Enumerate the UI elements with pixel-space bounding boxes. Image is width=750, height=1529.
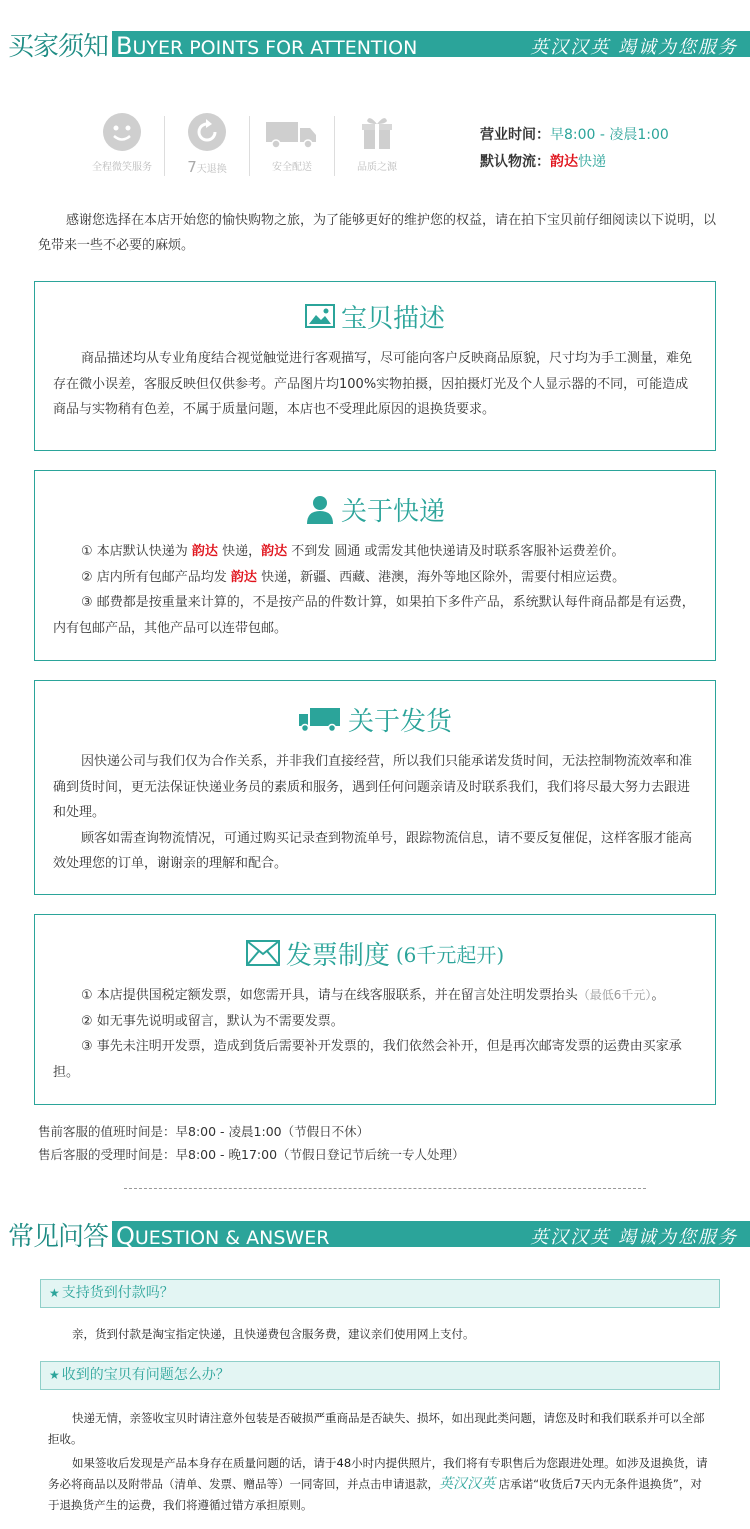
section-body: 顾客如需查询物流情况，可通过购买记录查到物流单号，跟踪物流信息，请不要反复催促，这样客服才能高效处理您的订单，谢谢亲的理解和配合。 [53,830,693,871]
refresh-icon [187,112,227,152]
header-title-cn: 常见问答 [8,1222,109,1252]
text: 店承诺“收货后7天内无条件退换货”，对于退换货产生的运费，我们将遵循过错方承担原则。 [48,1477,702,1512]
feature-caption: 安全配送 [272,162,312,173]
section-title-text: 关于快递 [340,496,445,527]
feature-caption [187,158,227,176]
faq-question [40,1279,720,1308]
presale-hours: 售前客服的值班时间是：早8:00 - 凌晨1:00（节假日不休） [38,1124,370,1139]
smile-icon [102,112,142,152]
text: ① 本店提供国税定额发票，如您需开具，请与在线客服联系，并在留言处注明发票抬头 [81,988,578,1003]
business-hours-label: 营业时间： [480,127,550,143]
logistics-label: 默认物流： [480,154,550,170]
section-title [53,689,697,749]
header-slogan: 英汉汉英 竭诚为您服务 [530,1227,738,1248]
brand-highlight: 韵达 [261,544,288,559]
customer-service-hours [38,1120,465,1166]
header-title-en-initial: Q [116,1222,135,1250]
service-features [80,112,440,182]
faq-answer-text: 亲，货到付款是淘宝指定快递，且快递费包含服务费，建议亲们使用网上支付。 [72,1327,475,1341]
brand-highlight: 韵达 [230,569,257,585]
section-title [53,479,697,539]
faq-answer-text: 快递无情，亲签收宝贝时请注意外包装是否破损严重商品是否缺失、损坏，如出现此类问题，请您及时和我们联系并可以全部拒收。 [48,1411,705,1446]
invoice-line-1 [53,983,697,1009]
default-logistics [480,149,669,176]
faq-answer-text [48,1453,708,1516]
aftersale-hours: 售后客服的受理时间是：早8:00 - 晚17:00（节假日登记节后统一专人处理） [38,1147,465,1162]
dashed-divider [124,1188,646,1189]
header-slogan: 英汉汉英 竭诚为您服务 [530,37,738,58]
text: 快递，新疆、西藏、港澳，海外等地区除外，需要付相应运费。 [256,569,626,585]
section-title [53,923,697,983]
section-invoice-policy [34,914,716,1105]
text: ② 店内所有包邮产品均发 [81,569,231,585]
gift-icon [357,112,397,152]
feature-gift [335,112,419,182]
express-line-2 [53,565,697,591]
brand-highlight: 韵达 [191,544,218,559]
intro-text: 感谢您选择在本店开始您的愉快购物之旅，为了能够更好的维护您的权益，请在拍下宝贝前仔细阅读以下说明，以免带来一些不必要的麻烦。 [38,213,717,253]
faq-question-text: 收到的宝贝有问题怎么办？ [61,1367,230,1383]
business-info [480,122,669,176]
header-title-en-rest: UESTION & ANSWER [134,1227,330,1249]
feature-caption: 全程微笑服务 [92,162,152,173]
header-title-en-rest: UYER POINTS FOR ATTENTION [132,37,418,59]
section-title-text: 宝贝描述 [340,303,445,334]
section-title [53,286,697,346]
logistics-value: 快递 [578,154,606,170]
section-about-shipping [34,680,716,895]
text: 。 [651,988,665,1003]
section-title-text: 关于发货 [347,706,452,737]
section-about-express [34,470,716,661]
header-title-en [116,32,417,60]
business-hours [480,122,669,149]
faq-question-text: 支持货到付款吗？ [61,1285,174,1301]
faq-answer [48,1408,708,1516]
section-product-description [34,281,716,451]
image-icon [305,304,335,328]
invoice-line-2: ② 如无事先说明或留言，默认为不需要发票。 [81,1013,344,1029]
truck-icon [264,112,320,152]
text: 快递， [217,544,262,559]
feature-refresh [165,112,249,182]
section-title-text: 发票制度 [285,940,390,971]
faq-question [40,1361,720,1390]
header-title-cn: 买家须知 [8,32,109,62]
section-body: 因快递公司与我们仅为合作关系，并非我们直接经营，所以我们只能承诺发货时间，无法控制物流效率和准确到货时间，更无法保证快递业务员的素质和服务，遇到任何问题亲请及时联系我们，我们将尽最大努力去跟进和处理。 [53,754,693,820]
logistics-brand: 韵达 [550,154,578,170]
text: 不到发 圆通 或需发其他快递请及时联系客服补运费差价。 [287,544,625,559]
feature-caption: 品质之源 [357,162,397,173]
header-title-en [116,1222,329,1250]
envelope-icon [246,940,280,966]
qa-header [0,1212,750,1256]
truck-icon [298,705,342,733]
feature-caption-text: 天退换 [196,164,227,175]
star-icon: ★ [49,1368,60,1382]
text: ① 本店默认快递为 [81,544,192,559]
feature-smile [80,112,164,182]
buyer-notice-header [0,22,750,66]
invoice-line-3: ③ 事先未注明开发票，造成到货后需要补开发票的，我们依然会补开，但是再次邮寄发票的运费由买家承担。 [53,1039,682,1080]
header-title-en-initial: B [116,32,133,60]
express-line-3: ③ 邮费都是按重量来计算的，不是按产品的件数计算，如果拍下多件产品，系统默认每件商品都是有运费，内有包邮产品，其他产品可以连带包邮。 [53,595,695,636]
user-icon [305,494,335,524]
business-hours-value: 早8:00 - 凌晨1:00 [550,127,669,143]
text: 如果签收后发现是产品本身存在质量问题的话，请于48小时内提供照片，我们将有专职售后为您跟进处理。如涉及退换货，请务必将商品以及附带品（清单、发票、赠品等）一同寄回，并点击申请退款， [48,1456,708,1491]
faq-answer [48,1324,708,1345]
brand-name: 英汉汉英 [439,1476,495,1492]
feature-caption-number: 7 [187,158,197,176]
star-icon: ★ [49,1286,60,1300]
express-line-1 [53,539,697,565]
section-body: 商品描述均从专业角度结合视觉触觉进行客观描写，尽可能向客户反映商品原貌，尺寸均为手工测量，难免存在微小误差，客服反映但仅供参考。产品图片均100%实物拍摄，因拍摄灯光及个人显示器的不同，可能造成商品与实物稍有色差，不属于质量问题，本店也不受理此原因的退换货要求。 [53,351,693,417]
muted-note: （最低6千元） [577,988,652,1002]
feature-truck [250,112,334,182]
section-title-sub: (6千元起开) [395,942,505,967]
